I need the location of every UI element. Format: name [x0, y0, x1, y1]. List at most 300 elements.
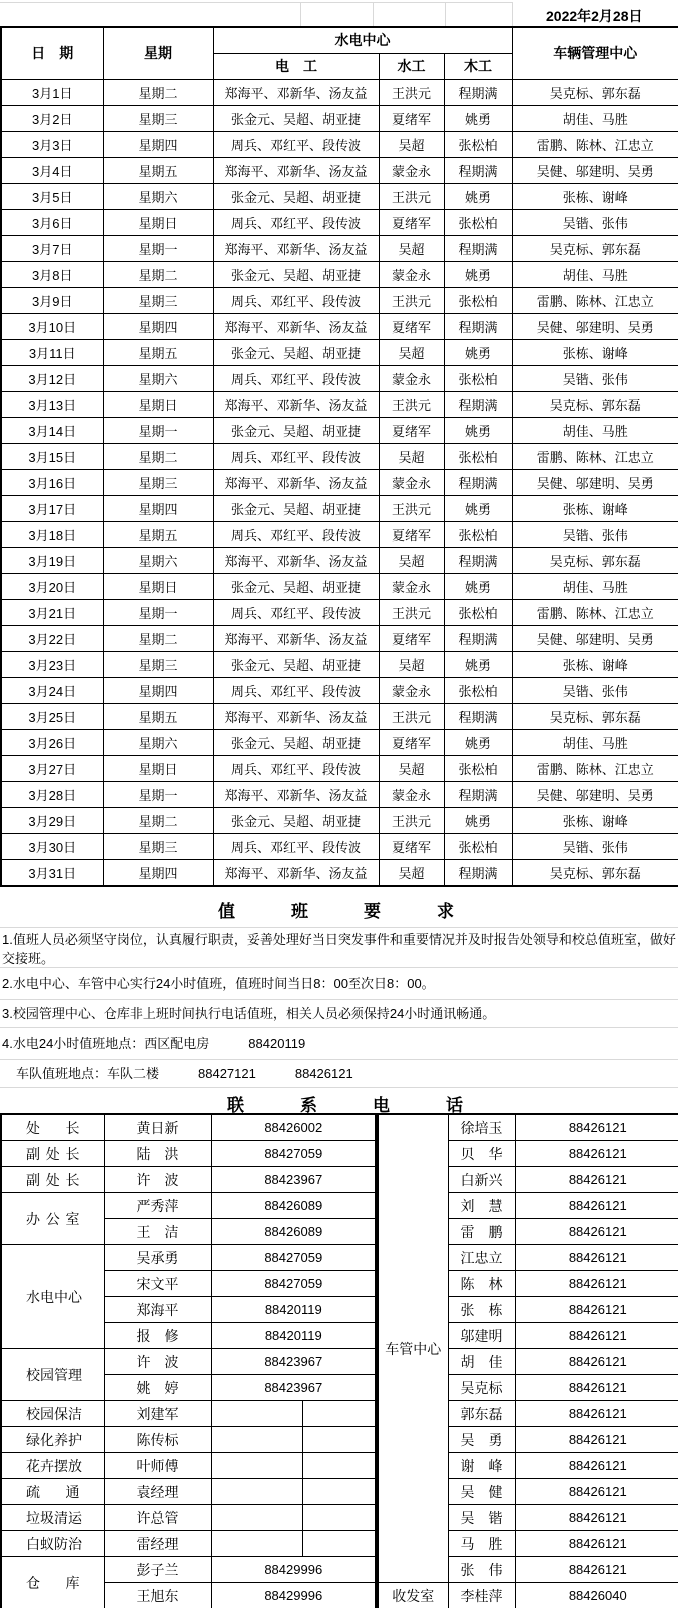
- weekday-cell: 星期三: [103, 652, 213, 678]
- contact-table-left: [0, 1113, 377, 1608]
- date-cell: 3月1日: [1, 79, 103, 105]
- plumber-cell: 王洪元: [379, 391, 444, 417]
- carpenter-cell: 程期满: [444, 313, 512, 339]
- weekday-cell: 星期四: [103, 313, 213, 339]
- vehicle-cell: 吴健、邬建明、吴勇: [512, 626, 678, 652]
- electrician-cell: 郑海平、邓新华、汤友益: [213, 626, 379, 652]
- phone-cell-empty: [302, 1427, 376, 1453]
- vehicle-cell: 吴健、邬建明、吴勇: [512, 469, 678, 495]
- plumber-cell: 蒙金永: [379, 574, 444, 600]
- gridline: [445, 2, 446, 26]
- roster-row: [1, 548, 678, 574]
- date-cell: 3月24日: [1, 678, 103, 704]
- contact-row: [1, 1193, 376, 1219]
- phone-cell: 88426121: [515, 1479, 678, 1505]
- plumber-cell: 吴超: [379, 756, 444, 782]
- date-cell: 3月30日: [1, 834, 103, 860]
- plumber-cell: 王洪元: [379, 183, 444, 209]
- carpenter-cell: 张松柏: [444, 600, 512, 626]
- name-cell: 雷经理: [104, 1531, 211, 1557]
- name-cell: 黄日新: [104, 1114, 211, 1141]
- electrician-cell: 张金元、吴超、胡亚捷: [213, 574, 379, 600]
- duty-requirements-title-row: [0, 888, 678, 928]
- header-plumber: 水工: [379, 53, 444, 79]
- requirement-note-4: 4.水电24小时值班地点：西区配电房 88420119: [0, 1028, 678, 1060]
- weekday-cell: 星期一: [103, 782, 213, 808]
- phone-cell-empty: [211, 1401, 302, 1427]
- weekday-cell: 星期三: [103, 287, 213, 313]
- vehicle-cell: 张栋、谢峰: [512, 496, 678, 522]
- weekday-cell: 星期二: [103, 79, 213, 105]
- category-cell: 绿化养护: [1, 1427, 104, 1453]
- contact-row: [378, 1583, 678, 1608]
- phone-cell: 88426121: [515, 1245, 678, 1271]
- vehicle-cell: 吴锴、张伟: [512, 365, 678, 391]
- phone-cell: 88426121: [515, 1219, 678, 1245]
- vehicle-cell: 吴克标、郭东磊: [512, 548, 678, 574]
- vehicle-cell: 雷鹏、陈林、江忠立: [512, 756, 678, 782]
- name-cell: 叶师傅: [104, 1453, 211, 1479]
- vehicle-cell: 吴克标、郭东磊: [512, 235, 678, 261]
- phone-cell: 88429996: [211, 1583, 376, 1608]
- plumber-cell: 吴超: [379, 860, 444, 886]
- name-cell: 马 胜: [448, 1531, 515, 1557]
- roster-row: [1, 209, 678, 235]
- weekday-cell: 星期日: [103, 574, 213, 600]
- gridline: [300, 2, 301, 26]
- roster-row: [1, 808, 678, 834]
- contact-list-title: 联系电话: [227, 1096, 519, 1115]
- weekday-cell: 星期四: [103, 131, 213, 157]
- category-cell: 处长: [1, 1114, 104, 1141]
- phone-cell: 88423967: [211, 1349, 376, 1375]
- roster-row: [1, 261, 678, 287]
- plumber-cell: 吴超: [379, 443, 444, 469]
- requirement-note-1: 1.值班人员必须坚守岗位，认真履行职责，妥善处理好当日突发事件和重要情况并及时报告处领导和校总值班室，做好交接班。: [0, 928, 678, 968]
- weekday-cell: 星期二: [103, 626, 213, 652]
- carpenter-cell: 张松柏: [444, 834, 512, 860]
- date-cell: 3月25日: [1, 704, 103, 730]
- roster-row: [1, 443, 678, 469]
- electrician-cell: 周兵、邓红平、段传波: [213, 365, 379, 391]
- date-cell: 3月4日: [1, 157, 103, 183]
- roster-row: [1, 105, 678, 131]
- carpenter-cell: 程期满: [444, 626, 512, 652]
- duty-roster-table: [0, 26, 678, 887]
- name-cell: 吴 勇: [448, 1427, 515, 1453]
- carpenter-cell: 姚勇: [444, 652, 512, 678]
- weekday-cell: 星期四: [103, 496, 213, 522]
- category-cell: 收发室: [378, 1583, 448, 1608]
- roster-row: [1, 157, 678, 183]
- phone-cell: 88420119: [211, 1323, 376, 1349]
- date-cell: 3月29日: [1, 808, 103, 834]
- plumber-cell: 王洪元: [379, 496, 444, 522]
- vehicle-cell: 胡佳、马胜: [512, 105, 678, 131]
- name-cell: 刘建军: [104, 1401, 211, 1427]
- contact-row: [1, 1557, 376, 1583]
- plumber-cell: 吴超: [379, 339, 444, 365]
- roster-row: [1, 496, 678, 522]
- date-cell: 3月26日: [1, 730, 103, 756]
- name-cell: 严秀萍: [104, 1193, 211, 1219]
- contact-row: [1, 1349, 376, 1375]
- carpenter-cell: 程期满: [444, 235, 512, 261]
- weekday-cell: 星期三: [103, 834, 213, 860]
- electrician-cell: 张金元、吴超、胡亚捷: [213, 730, 379, 756]
- roster-row: [1, 131, 678, 157]
- category-cell: 水电中心: [1, 1245, 104, 1349]
- name-cell: 吴克标: [448, 1375, 515, 1401]
- vehicle-cell: 吴克标、郭东磊: [512, 79, 678, 105]
- vehicle-cell: 吴锴、张伟: [512, 834, 678, 860]
- date-cell: 3月12日: [1, 365, 103, 391]
- weekday-cell: 星期五: [103, 704, 213, 730]
- vehicle-cell: 吴克标、郭东磊: [512, 391, 678, 417]
- weekday-cell: 星期日: [103, 391, 213, 417]
- date-cell: 3月17日: [1, 496, 103, 522]
- date-cell: 3月20日: [1, 574, 103, 600]
- phone-cell: 88426121: [515, 1141, 678, 1167]
- date-cell: 3月21日: [1, 600, 103, 626]
- name-cell: 白新兴: [448, 1167, 515, 1193]
- name-cell: 张 栋: [448, 1297, 515, 1323]
- carpenter-cell: 姚勇: [444, 339, 512, 365]
- duty-requirements-section: [0, 888, 678, 1113]
- weekday-cell: 星期五: [103, 522, 213, 548]
- requirement-note-2: 2.水电中心、车管中心实行24小时值班，值班时间当日8：00至次日8：00。: [0, 968, 678, 1000]
- date-cell: 3月14日: [1, 417, 103, 443]
- weekday-cell: 星期日: [103, 756, 213, 782]
- roster-row: [1, 756, 678, 782]
- carpenter-cell: 程期满: [444, 79, 512, 105]
- phone-cell: 88423967: [211, 1375, 376, 1401]
- phone-cell: 88427059: [211, 1271, 376, 1297]
- name-cell: 张 伟: [448, 1557, 515, 1583]
- vehicle-cell: 雷鹏、陈林、江忠立: [512, 287, 678, 313]
- phone-cell: 88426121: [515, 1323, 678, 1349]
- carpenter-cell: 程期满: [444, 860, 512, 886]
- electrician-cell: 郑海平、邓新华、汤友益: [213, 782, 379, 808]
- phone-cell: 88426121: [515, 1505, 678, 1531]
- date-cell: 3月7日: [1, 235, 103, 261]
- vehicle-cell: 吴克标、郭东磊: [512, 860, 678, 886]
- roster-row: [1, 391, 678, 417]
- vehicle-cell: 胡佳、马胜: [512, 574, 678, 600]
- electrician-cell: 郑海平、邓新华、汤友益: [213, 469, 379, 495]
- plumber-cell: 夏绪军: [379, 730, 444, 756]
- category-cell: 垃圾清运: [1, 1505, 104, 1531]
- phone-cell: 88426121: [515, 1557, 678, 1583]
- electrician-cell: 郑海平、邓新华、汤友益: [213, 79, 379, 105]
- carpenter-cell: 姚勇: [444, 183, 512, 209]
- plumber-cell: 王洪元: [379, 704, 444, 730]
- name-cell: 徐培玉: [448, 1114, 515, 1141]
- electrician-cell: 周兵、邓红平、段传波: [213, 834, 379, 860]
- carpenter-cell: 张松柏: [444, 443, 512, 469]
- phone-cell-empty: [302, 1531, 376, 1557]
- phone-cell: 88426121: [515, 1167, 678, 1193]
- date-cell: 3月23日: [1, 652, 103, 678]
- contact-row: [1, 1167, 376, 1193]
- duty-requirements-title: 值班要求: [218, 902, 510, 921]
- carpenter-cell: 张松柏: [444, 522, 512, 548]
- weekday-cell: 星期日: [103, 209, 213, 235]
- phone-cell-empty: [211, 1479, 302, 1505]
- date-cell: 3月5日: [1, 183, 103, 209]
- contact-phone-tables: [0, 1113, 678, 1608]
- category-cell: 校园保洁: [1, 1401, 104, 1427]
- contact-row: [1, 1401, 376, 1427]
- electrician-cell: 周兵、邓红平、段传波: [213, 678, 379, 704]
- carpenter-cell: 张松柏: [444, 209, 512, 235]
- roster-row: [1, 834, 678, 860]
- roster-row: [1, 600, 678, 626]
- electrician-cell: 周兵、邓红平、段传波: [213, 522, 379, 548]
- header-electrician: 电 工: [213, 53, 379, 79]
- electrician-cell: 张金元、吴超、胡亚捷: [213, 808, 379, 834]
- carpenter-cell: 姚勇: [444, 574, 512, 600]
- roster-row: [1, 522, 678, 548]
- electrician-cell: 周兵、邓红平、段传波: [213, 443, 379, 469]
- roster-row: [1, 417, 678, 443]
- electrician-cell: 张金元、吴超、胡亚捷: [213, 183, 379, 209]
- vehicle-cell: 吴锴、张伟: [512, 209, 678, 235]
- name-cell: 谢 峰: [448, 1453, 515, 1479]
- contact-row: [1, 1479, 376, 1505]
- carpenter-cell: 姚勇: [444, 730, 512, 756]
- issue-date: 2022年2月28日: [546, 8, 643, 24]
- weekday-cell: 星期六: [103, 365, 213, 391]
- name-cell: 袁经理: [104, 1479, 211, 1505]
- name-cell: 许 波: [104, 1349, 211, 1375]
- electrician-cell: 郑海平、邓新华、汤友益: [213, 157, 379, 183]
- date-cell: 3月19日: [1, 548, 103, 574]
- contact-row: [1, 1531, 376, 1557]
- name-cell: 彭子兰: [104, 1557, 211, 1583]
- phone-cell: 88426121: [515, 1349, 678, 1375]
- name-cell: 雷 鹏: [448, 1219, 515, 1245]
- plumber-cell: 王洪元: [379, 287, 444, 313]
- date-cell: 3月22日: [1, 626, 103, 652]
- contact-row: [1, 1453, 376, 1479]
- electrician-cell: 周兵、邓红平、段传波: [213, 209, 379, 235]
- date-cell: 3月10日: [1, 313, 103, 339]
- date-cell: 3月2日: [1, 105, 103, 131]
- roster-row: [1, 235, 678, 261]
- phone-cell: 88426121: [515, 1427, 678, 1453]
- name-cell: 吴 健: [448, 1479, 515, 1505]
- plumber-cell: 蒙金永: [379, 365, 444, 391]
- roster-row: [1, 287, 678, 313]
- weekday-cell: 星期五: [103, 339, 213, 365]
- name-cell: 姚 婷: [104, 1375, 211, 1401]
- roster-row: [1, 574, 678, 600]
- category-cell: 仓库: [1, 1557, 104, 1608]
- weekday-cell: 星期五: [103, 157, 213, 183]
- carpenter-cell: 程期满: [444, 548, 512, 574]
- phone-cell: 88420119: [211, 1297, 376, 1323]
- carpenter-cell: 姚勇: [444, 496, 512, 522]
- phone-cell: 88426121: [515, 1375, 678, 1401]
- weekday-cell: 星期六: [103, 730, 213, 756]
- plumber-cell: 王洪元: [379, 600, 444, 626]
- phone-cell: 88426089: [211, 1219, 376, 1245]
- category-cell: 校园管理: [1, 1349, 104, 1401]
- electrician-cell: 张金元、吴超、胡亚捷: [213, 261, 379, 287]
- plumber-cell: 吴超: [379, 652, 444, 678]
- phone-cell-empty: [211, 1453, 302, 1479]
- weekday-cell: 星期一: [103, 600, 213, 626]
- electrician-cell: 郑海平、邓新华、汤友益: [213, 235, 379, 261]
- category-cell: 车管中心: [378, 1114, 448, 1583]
- phone-cell: 88426121: [515, 1297, 678, 1323]
- roster-row: [1, 626, 678, 652]
- contact-table-right: [377, 1113, 678, 1608]
- electrician-cell: 张金元、吴超、胡亚捷: [213, 496, 379, 522]
- plumber-cell: 夏绪军: [379, 522, 444, 548]
- weekday-cell: 星期四: [103, 860, 213, 886]
- contact-title-row: [0, 1088, 678, 1113]
- electrician-cell: 张金元、吴超、胡亚捷: [213, 652, 379, 678]
- plumber-cell: 吴超: [379, 235, 444, 261]
- vehicle-cell: 吴锴、张伟: [512, 678, 678, 704]
- date-cell: 3月3日: [1, 131, 103, 157]
- vehicle-cell: 张栋、谢峰: [512, 183, 678, 209]
- phone-cell: 88426121: [515, 1271, 678, 1297]
- electrician-cell: 郑海平、邓新华、汤友益: [213, 391, 379, 417]
- gridline: [373, 2, 374, 26]
- phone-cell: 88426121: [515, 1531, 678, 1557]
- date-cell: 3月13日: [1, 391, 103, 417]
- electrician-cell: 周兵、邓红平、段传波: [213, 287, 379, 313]
- name-cell: 报 修: [104, 1323, 211, 1349]
- carpenter-cell: 程期满: [444, 704, 512, 730]
- name-cell: 吴承勇: [104, 1245, 211, 1271]
- carpenter-cell: 姚勇: [444, 808, 512, 834]
- carpenter-cell: 程期满: [444, 469, 512, 495]
- date-cell: 3月31日: [1, 860, 103, 886]
- name-cell: 李桂萍: [448, 1583, 515, 1608]
- plumber-cell: 夏绪军: [379, 105, 444, 131]
- name-cell: 邬建明: [448, 1323, 515, 1349]
- date-cell: 3月15日: [1, 443, 103, 469]
- roster-row: [1, 678, 678, 704]
- vehicle-cell: 胡佳、马胜: [512, 417, 678, 443]
- plumber-cell: 夏绪军: [379, 417, 444, 443]
- vehicle-cell: 雷鹏、陈林、江忠立: [512, 131, 678, 157]
- name-cell: 许 波: [104, 1167, 211, 1193]
- phone-cell: 88426089: [211, 1193, 376, 1219]
- date-cell: 3月16日: [1, 469, 103, 495]
- weekday-cell: 星期六: [103, 183, 213, 209]
- contact-row: [1, 1114, 376, 1141]
- category-cell: 办公室: [1, 1193, 104, 1245]
- vehicle-cell: 吴健、邬建明、吴勇: [512, 313, 678, 339]
- roster-row: [1, 365, 678, 391]
- roster-row: [1, 652, 678, 678]
- roster-row: [1, 860, 678, 886]
- category-cell: 副处长: [1, 1141, 104, 1167]
- roster-header-row: [1, 27, 678, 53]
- vehicle-cell: 雷鹏、陈林、江忠立: [512, 600, 678, 626]
- category-cell: 白蚁防治: [1, 1531, 104, 1557]
- phone-cell: 88426121: [515, 1114, 678, 1141]
- electrician-cell: 郑海平、邓新华、汤友益: [213, 860, 379, 886]
- carpenter-cell: 张松柏: [444, 365, 512, 391]
- weekday-cell: 星期三: [103, 105, 213, 131]
- weekday-cell: 星期二: [103, 808, 213, 834]
- carpenter-cell: 程期满: [444, 782, 512, 808]
- date-cell: 3月18日: [1, 522, 103, 548]
- plumber-cell: 夏绪军: [379, 313, 444, 339]
- name-cell: 吴 锴: [448, 1505, 515, 1531]
- plumber-cell: 夏绪军: [379, 834, 444, 860]
- roster-row: [1, 79, 678, 105]
- vehicle-cell: 张栋、谢峰: [512, 339, 678, 365]
- phone-cell-empty: [211, 1531, 302, 1557]
- phone-cell-empty: [302, 1479, 376, 1505]
- category-cell: 花卉摆放: [1, 1453, 104, 1479]
- date-cell: 3月9日: [1, 287, 103, 313]
- vehicle-cell: 吴克标、郭东磊: [512, 704, 678, 730]
- carpenter-cell: 姚勇: [444, 261, 512, 287]
- contact-row: [1, 1245, 376, 1271]
- requirement-note-4-extra: 车队值班地点：车队二楼 88427121 88426121: [0, 1060, 678, 1088]
- plumber-cell: 蒙金永: [379, 261, 444, 287]
- header-carpenter: 木工: [444, 53, 512, 79]
- name-cell: 郭东磊: [448, 1401, 515, 1427]
- electrician-cell: 周兵、邓红平、段传波: [213, 131, 379, 157]
- weekday-cell: 星期二: [103, 261, 213, 287]
- plumber-cell: 吴超: [379, 131, 444, 157]
- vehicle-cell: 吴健、邬建明、吴勇: [512, 157, 678, 183]
- contact-row: [378, 1114, 678, 1141]
- carpenter-cell: 姚勇: [444, 105, 512, 131]
- name-cell: 陈 林: [448, 1271, 515, 1297]
- plumber-cell: 蒙金永: [379, 782, 444, 808]
- weekday-cell: 星期一: [103, 417, 213, 443]
- phone-cell-empty: [211, 1505, 302, 1531]
- header-vehicle-center: 车辆管理中心: [512, 27, 678, 79]
- date-cell: 3月27日: [1, 756, 103, 782]
- carpenter-cell: 程期满: [444, 157, 512, 183]
- plumber-cell: 夏绪军: [379, 209, 444, 235]
- electrician-cell: 张金元、吴超、胡亚捷: [213, 339, 379, 365]
- vehicle-cell: 吴锴、张伟: [512, 522, 678, 548]
- date-cell: 3月8日: [1, 261, 103, 287]
- phone-cell: 88427059: [211, 1245, 376, 1271]
- vehicle-cell: 吴健、邬建明、吴勇: [512, 782, 678, 808]
- weekday-cell: 星期四: [103, 678, 213, 704]
- phone-cell: 88426121: [515, 1401, 678, 1427]
- plumber-cell: 蒙金永: [379, 157, 444, 183]
- gridline: [512, 2, 513, 26]
- name-cell: 刘 慧: [448, 1193, 515, 1219]
- electrician-cell: 周兵、邓红平、段传波: [213, 600, 379, 626]
- phone-cell: 88427059: [211, 1141, 376, 1167]
- name-cell: 江忠立: [448, 1245, 515, 1271]
- roster-row: [1, 469, 678, 495]
- header-date: 日 期: [1, 27, 103, 79]
- roster-row: [1, 313, 678, 339]
- phone-cell: 88426002: [211, 1114, 376, 1141]
- carpenter-cell: 张松柏: [444, 678, 512, 704]
- phone-cell-empty: [302, 1453, 376, 1479]
- contact-row: [1, 1427, 376, 1453]
- electrician-cell: 张金元、吴超、胡亚捷: [213, 417, 379, 443]
- phone-cell: 88429996: [211, 1557, 376, 1583]
